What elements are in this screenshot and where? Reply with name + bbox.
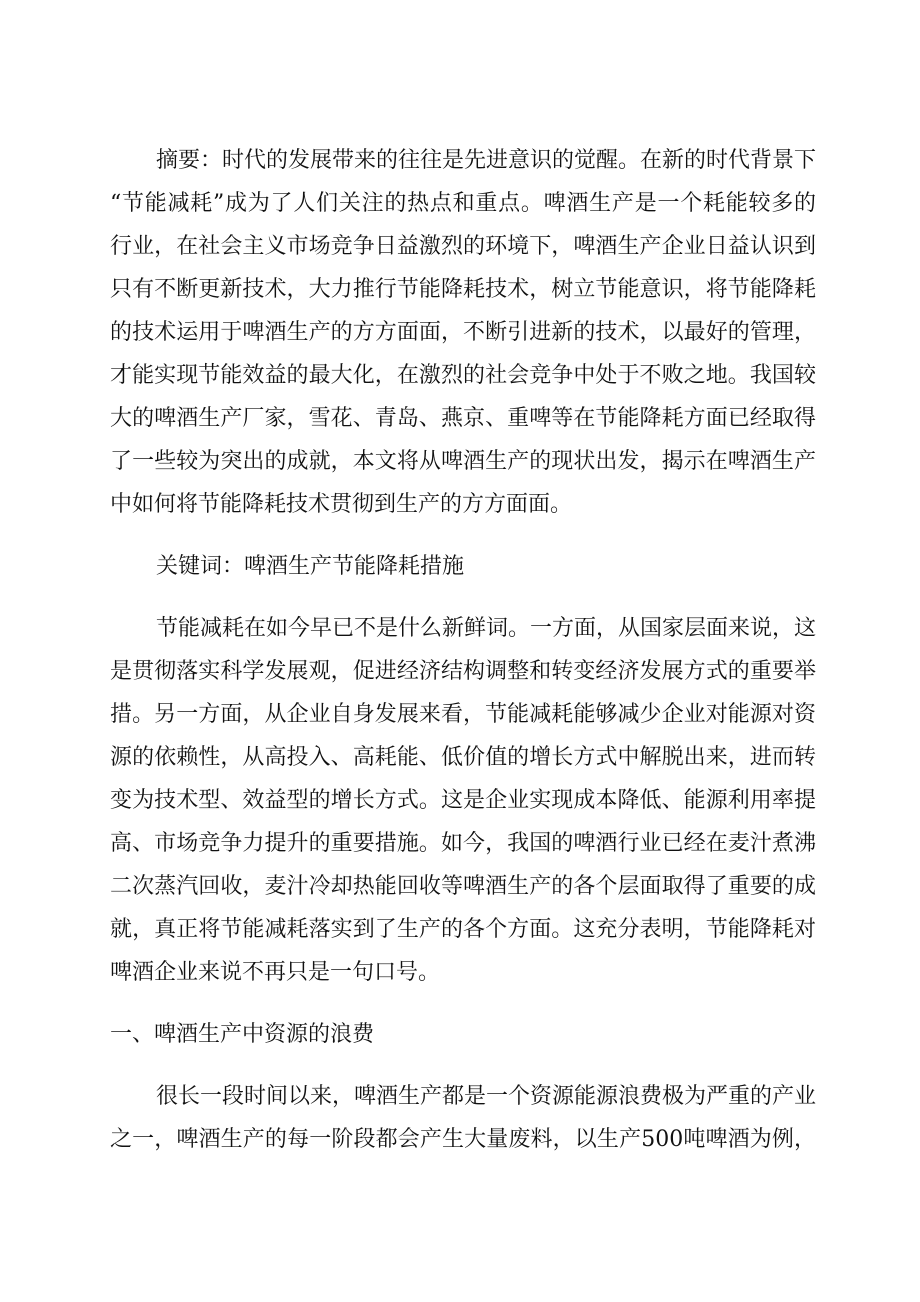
text-line: 变为技术型、效益型的增长方式。这是企业实现成本降低、能源利用率提 [110,788,816,813]
text-line: 是贯彻落实科学发展观，促进经济结构调整和转变经济发展方式的重要举 [110,659,816,684]
section-1-paragraph [110,1082,816,1168]
text-line: 很长一段时间以来，啤酒生产都是一个资源能源浪费极为严重的产业 [156,1084,817,1109]
text-line: 源的依赖性，从高投入、高耗能、低价值的增长方式中解脱出来，进而转 [110,745,816,770]
intro-paragraph [110,614,816,1001]
abstract-paragraph [110,146,816,533]
text-line: 才能实现节能效益的最大化，在激烈的社会竞争中处于不败之地。我国较 [110,363,816,388]
document-page [110,146,816,1187]
keywords-paragraph [110,552,816,595]
text-line: 高、市场竞争力提升的重要措施。如今，我国的啤酒行业已经在麦汁煮沸 [110,831,816,856]
text-line: 大的啤酒生产厂家，雪花、青岛、燕京、重啤等在节能降耗方面已经取得 [110,406,816,431]
text-line: 只有不断更新技术，大力推行节能降耗技术，树立节能意识，将节能降耗 [110,277,816,302]
text-line: 行业，在社会主义市场竞争日益激烈的环境下，啤酒生产企业日益认识到 [110,234,816,259]
section-heading: 一、啤酒生产中资源的浪费 [110,1022,375,1047]
text-line: 就，真正将节能减耗落实到了生产的各个方面。这充分表明，节能降耗对 [110,917,816,942]
text-line: 了一些较为突出的成就，本文将从啤酒生产的现状出发，揭示在啤酒生产 [110,449,816,474]
text-line: 的技术运用于啤酒生产的方方面面，不断引进新的技术，以最好的管理， [110,320,816,345]
text-line: 摘要：时代的发展带来的往往是先进意识的觉醒。在新的时代背景下 [156,148,817,173]
text-line: “节能减耗”成为了人们关注的热点和重点。啤酒生产是一个耗能较多的 [110,191,816,216]
text-line: 啤酒企业来说不再只是一句口号。 [110,960,441,985]
text-line: 措。另一方面，从企业自身发展来看，节能减耗能够减少企业对能源对资 [110,702,816,727]
section-1-heading-paragraph [110,1020,816,1063]
keywords-line: 关键词：啤酒生产节能降耗措施 [156,554,465,579]
text-line: 二次蒸汽回收，麦汁冷却热能回收等啤酒生产的各个层面取得了重要的成 [110,874,816,899]
text-line: 之一，啤酒生产的每一阶段都会产生大量废料，以生产500吨啤酒为例， [110,1127,816,1152]
text-line: 中如何将节能降耗技术贯彻到生产的方方面面。 [110,492,573,517]
text-line: 节能减耗在如今早已不是什么新鲜词。一方面，从国家层面来说，这 [156,616,817,641]
